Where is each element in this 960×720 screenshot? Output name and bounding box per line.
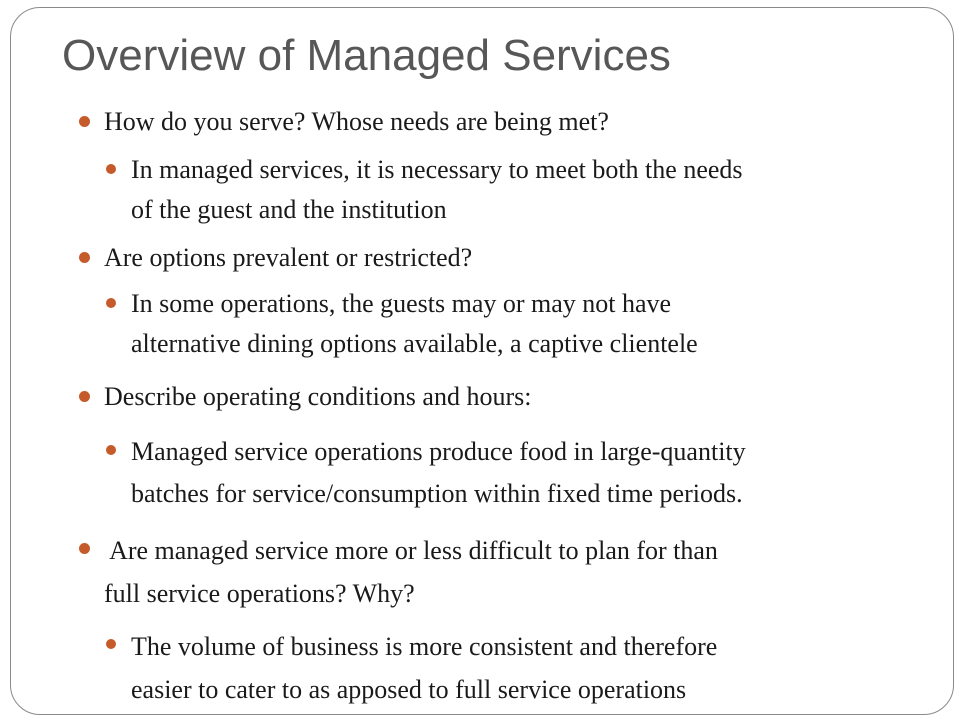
bullet-line: Are managed service more or less difficult to plan for than xyxy=(104,536,718,565)
bullet-level-2 xyxy=(131,625,717,711)
bullet-dot-icon xyxy=(106,639,116,649)
bullet-dot-icon xyxy=(79,543,90,554)
bullet-dot-icon xyxy=(79,116,90,127)
bullet-line: alternative dining options available, a captive clientele xyxy=(131,329,698,358)
bullet-line: easier to cater to as apposed to full service operations xyxy=(131,675,687,704)
bullet-line: How do you serve? Whose needs are being met? xyxy=(104,107,609,136)
bullet-dot-icon xyxy=(79,391,90,402)
bullet-dot-icon xyxy=(106,298,116,308)
bullet-line: full service operations? Why? xyxy=(104,579,415,608)
bullet-line: The volume of business is more consistent and therefore xyxy=(131,632,718,661)
bullet-line: batches for service/consumption within fixed time periods. xyxy=(131,479,743,508)
bullet-line: of the guest and the institution xyxy=(131,195,447,224)
slide-title: Overview of Managed Services xyxy=(62,31,671,80)
bullet-dot-icon xyxy=(106,445,116,455)
bullet-level-2 xyxy=(131,431,746,515)
bullet-line: In managed services, it is necessary to meet both the needs xyxy=(131,155,743,184)
bullet-level-2 xyxy=(131,150,743,230)
bullet-level-1 xyxy=(104,102,609,142)
bullet-level-1 xyxy=(104,377,531,417)
bullet-level-1 xyxy=(104,238,472,278)
bullet-dot-icon xyxy=(79,252,90,263)
bullet-level-2 xyxy=(131,284,698,364)
bullet-level-1 xyxy=(104,529,718,615)
bullet-line: In some operations, the guests may or may not have xyxy=(131,289,672,318)
bullet-line: Managed service operations produce food in large-quantity xyxy=(131,437,746,466)
bullet-line: Are options prevalent or restricted? xyxy=(104,243,473,272)
bullet-line: Describe operating conditions and hours: xyxy=(104,382,532,411)
bullet-dot-icon xyxy=(106,164,116,174)
